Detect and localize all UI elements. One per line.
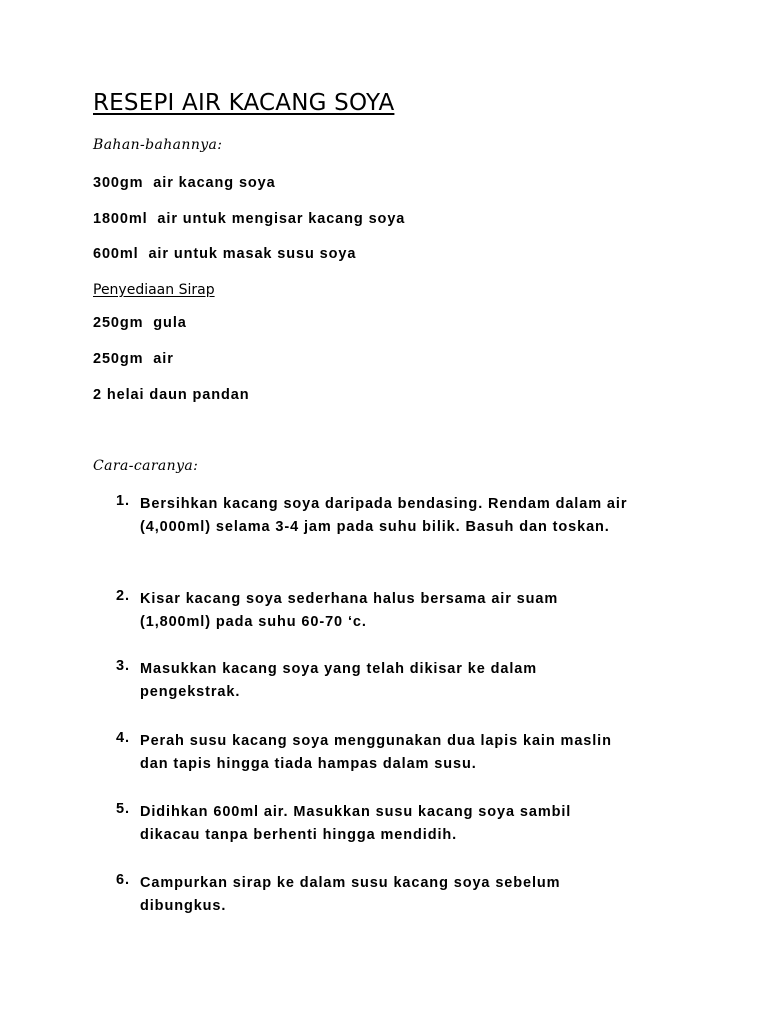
ingredients-heading: Bahan-bahannya: <box>93 137 223 153</box>
syrup-ingredient-item: 250gm gula <box>93 315 187 331</box>
step-text-line: (4,000ml) selama 3-4 jam pada suhu bilik. Basuh dan toskan. <box>140 519 610 535</box>
ingredient-item: 600ml air untuk masak susu soya <box>93 246 357 262</box>
step-text-line: Masukkan kacang soya yang telah dikisar ke dalam <box>140 661 538 677</box>
method-step <box>116 588 706 634</box>
ingredient-item: 1800ml air untuk mengisar kacang soya <box>93 211 406 227</box>
recipe-title: RESEPI AIR KACANG SOYA <box>93 90 395 116</box>
step-number: 5. <box>116 801 130 817</box>
step-text-line: (1,800ml) pada suhu 60-70 ‘c. <box>140 614 367 630</box>
syrup-heading: Penyediaan Sirap <box>93 282 215 298</box>
ingredient-item: 300gm air kacang soya <box>93 175 276 191</box>
method-heading: Cara-caranya: <box>93 458 199 474</box>
step-number: 1. <box>116 493 130 509</box>
step-number: 4. <box>116 730 130 746</box>
step-text-line: dikacau tanpa berhenti hingga mendidih. <box>140 827 458 843</box>
step-text-line: Kisar kacang soya sederhana halus bersama air suam <box>140 591 559 607</box>
step-text-line: Bersihkan kacang soya daripada bendasing. Rendam dalam air <box>140 496 628 512</box>
step-text-line: Didihkan 600ml air. Masukkan susu kacang soya sambil <box>140 804 572 820</box>
step-text-line: pengekstrak. <box>140 684 241 700</box>
method-step <box>116 872 706 918</box>
step-text-line: dan tapis hingga tiada hampas dalam susu. <box>140 756 477 772</box>
syrup-ingredient-item: 2 helai daun pandan <box>93 387 250 403</box>
step-number: 3. <box>116 658 130 674</box>
method-step <box>116 658 706 704</box>
step-text-line: Campurkan sirap ke dalam susu kacang soya sebelum <box>140 875 561 891</box>
step-number: 6. <box>116 872 130 888</box>
step-text-line: Perah susu kacang soya menggunakan dua lapis kain maslin <box>140 733 612 749</box>
syrup-ingredient-item: 250gm air <box>93 351 174 367</box>
method-step <box>116 730 706 776</box>
method-step <box>116 801 706 847</box>
step-number: 2. <box>116 588 130 604</box>
step-text-line: dibungkus. <box>140 898 227 914</box>
method-step <box>116 493 706 539</box>
